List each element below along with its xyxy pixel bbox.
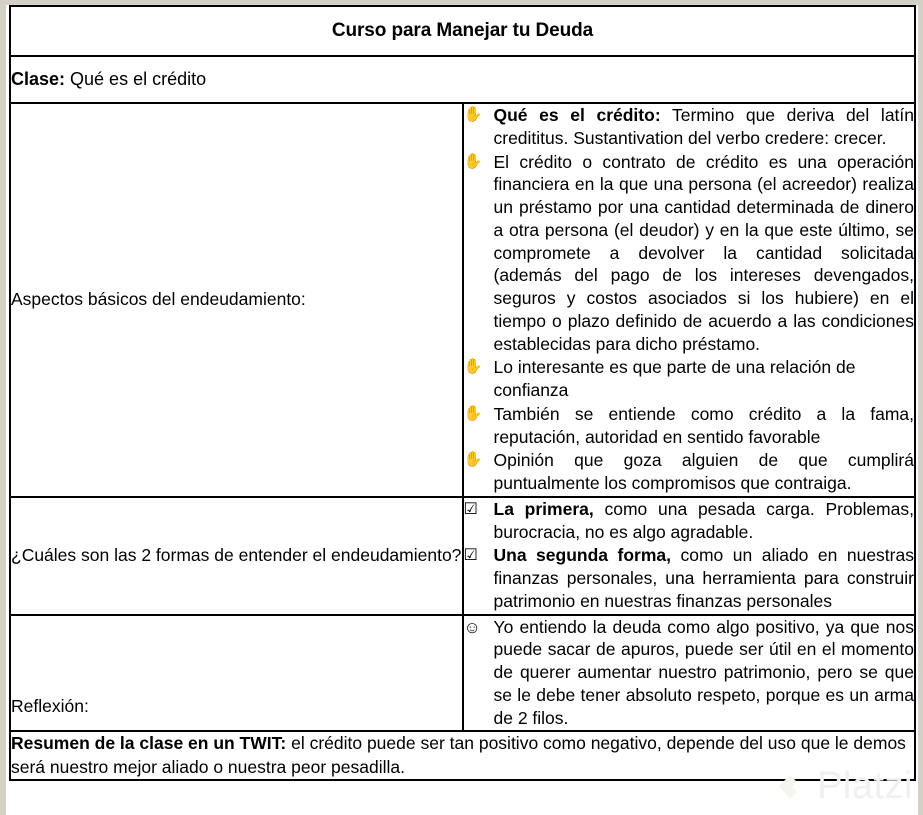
summary-label: Resumen de la clase en un TWIT: <box>11 733 287 754</box>
clase-value: Qué es el crédito <box>65 69 207 89</box>
bullet-list-formas <box>464 498 915 613</box>
table-row-aspectos <box>10 103 915 497</box>
list-item <box>464 544 915 612</box>
checkbox-checked-icon: ☑ <box>463 500 478 518</box>
list-item-text: Yo entiendo la deuda como algo positivo, ya que nos puede sacar de apuros, puede ser útil en el momento de querer aumentar nuestro patrimonio, pero se que se le debe tener absoluto respeto, porque es un arma de 2 filos. <box>493 616 914 728</box>
list-item-body: Termino que deriva del latín credititus. Sustantivation del verbo credere: crecer. <box>493 105 915 148</box>
list-item-body: como un aliado en nuestras finanzas personales, una herramienta para construir patrimonio en nuestras finanzas personales <box>493 545 914 611</box>
list-item <box>464 356 915 402</box>
page-title: Curso para Manejar tu Deuda <box>10 6 915 56</box>
row-label-aspectos: Aspectos básicos del endeudamiento: <box>10 103 463 497</box>
table-row-formas <box>10 497 915 615</box>
list-item-text: También se entiende como crédito a la fama, reputación, autoridad en sentido favorable <box>493 403 914 447</box>
row-content-aspectos <box>463 103 916 497</box>
list-item-text: Opinión que goza alguien de que cumplirá puntualmente los compromisos que contraiga. <box>493 450 914 493</box>
list-item <box>464 449 915 495</box>
lesson-table <box>9 5 916 781</box>
platzi-wordmark: Platzi <box>817 765 913 807</box>
table-row-clase <box>10 56 915 103</box>
list-item-text <box>494 104 915 150</box>
document-sheet <box>9 5 916 811</box>
list-item <box>464 104 915 150</box>
hand-icon: ✋ <box>463 358 483 376</box>
table-row-reflexion <box>10 615 915 732</box>
list-item-text <box>494 498 915 544</box>
page-gutter-right <box>918 0 923 815</box>
list-item-lead: La primera, <box>493 498 594 519</box>
clase-cell <box>10 56 915 103</box>
row-content-reflexion <box>463 615 916 732</box>
row-content-formas <box>463 497 916 615</box>
row-label-formas: ¿Cuáles son las 2 formas de entender el endeudamiento? <box>10 497 463 615</box>
table-row-title <box>10 6 915 56</box>
bullet-list-reflexion <box>464 616 915 730</box>
list-item-lead: Una segunda forma, <box>493 545 671 566</box>
hand-icon: ✋ <box>463 152 483 170</box>
list-item <box>464 151 915 356</box>
row-label-reflexion: Reflexión: <box>10 615 463 732</box>
page-gutter-left <box>0 0 6 815</box>
list-item-text: El crédito o contrato de crédito es una operación financiera en la que una persona (el acreedor) realiza un préstamo por una cantidad determinada de dinero a otra persona (el deudor) y en la que este último, se compromete a devolver la cantidad solicitada (además del pago de los intereses devengados, seguros y costos asociados si los hubiere) en el tiempo o plazo definido de acuerdo a las condiciones establecidas para dicho préstamo. <box>493 151 914 354</box>
smiley-face-icon: ☺ <box>463 617 481 637</box>
clase-label: Clase: <box>11 69 66 89</box>
hand-icon: ✋ <box>463 404 483 422</box>
bullet-list-aspectos <box>464 104 915 495</box>
checkbox-checked-icon: ☑ <box>463 547 478 565</box>
hand-icon: ✋ <box>463 451 483 469</box>
list-item-body: como una pesada carga. Problemas, burocracia, no es algo agradable. <box>493 498 914 542</box>
list-item-text <box>494 544 915 612</box>
hand-icon: ✋ <box>463 106 483 123</box>
list-item-text: Lo interesante es que parte de una relación de confianza <box>493 357 856 400</box>
list-item <box>464 498 915 544</box>
table-row-summary <box>10 731 915 780</box>
list-item-lead: Qué es el crédito: <box>493 105 661 125</box>
summary-text: el crédito puede ser tan positivo como negativo, depende del uso que le demos será nuestro mejor aliado o nuestra peor pesadilla. <box>11 733 906 777</box>
summary-cell <box>10 731 915 780</box>
list-item <box>464 403 915 449</box>
list-item <box>464 616 915 730</box>
